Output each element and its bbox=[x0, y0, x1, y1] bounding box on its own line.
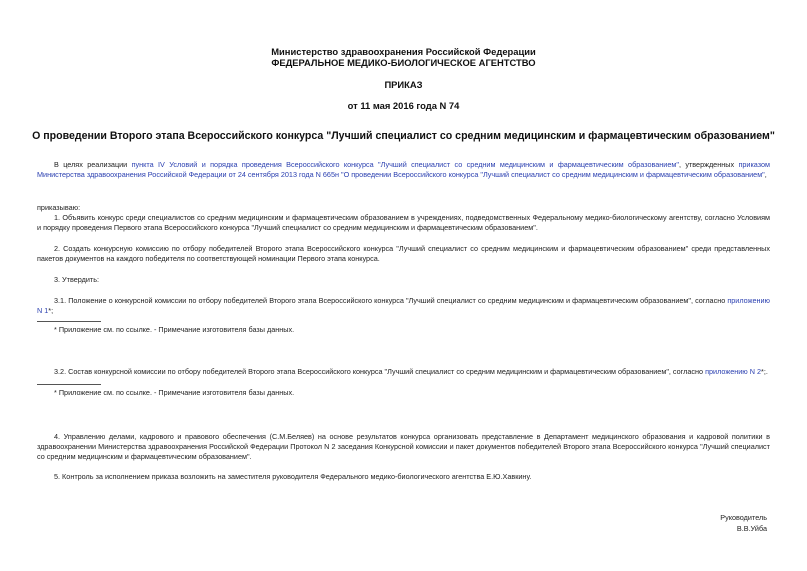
document-date-number: от 11 мая 2016 года N 74 bbox=[347, 100, 460, 111]
order-item-5: 5. Контроль за исполнением приказа возложить на заместителя руководителя Федерального медико-биологического агентства Е.Ю.Хавкину. bbox=[54, 472, 532, 481]
order-item-3: 3. Утвердить: bbox=[54, 275, 100, 284]
agency-heading: ФЕДЕРАЛЬНОЕ МЕДИКО-БИОЛОГИЧЕСКОЕ АГЕНТСТВО bbox=[271, 57, 536, 68]
footnote-divider bbox=[37, 321, 101, 322]
item-3-2-tail: *;. bbox=[761, 367, 768, 376]
preamble-text: , утвержденных bbox=[678, 160, 739, 169]
footnote-2: * Приложение см. по ссылке. - Примечание изготовителя базы данных. bbox=[54, 388, 295, 397]
preamble-text: В целях реализации bbox=[54, 160, 132, 169]
preamble-paragraph bbox=[37, 160, 770, 180]
conditions-link[interactable]: пункта IV Условий и порядка проведения Всероссийского конкурса "Лучший специалист со средним медицинским и фармацевтическим образованием" bbox=[131, 160, 679, 169]
footnote-1: * Приложение см. по ссылке. - Примечание изготовителя базы данных. bbox=[54, 325, 295, 334]
appendix-1-link[interactable]: приложению N 1 bbox=[37, 296, 770, 316]
item-3-1-text: 3.1. Положение о конкурсной комиссии по отбору победителей Второго этапа Всероссийского конкурса "Лучший специалист со средним медицинским и фармацевтическим образованием", согласно bbox=[54, 296, 728, 305]
signature-name: В.В.Уйба bbox=[736, 524, 767, 533]
document-title: О проведении Второго этапа Всероссийского конкурса "Лучший специалист со средним медицинским и фармацевтическим образованием" bbox=[32, 130, 775, 142]
order-item-3-2 bbox=[54, 367, 768, 377]
order-item-4: 4. Управлению делами, кадрового и правового обеспечения (С.М.Беляев) на основе результатов конкурса организовать представление в Департамент медицинского образования и кадровой политики в здравоохранении Министерства здравоохранения Российской Федерации Протокол N 2 заседания Конкурсной комиссии и пакет документов победителей Второго этапа Всероссийского конкурса "Лучший специалист со средним медицинским и фармацевтическим образованием". bbox=[37, 432, 770, 462]
order-item-2: 2. Создать конкурсную комиссию по отбору победителей Второго этапа Всероссийского конкурса "Лучший специалист со средним медицинским и фармацевтическим образованием" среди представленных пакетов документов на каждого победителя по соответствующей номинации Первого этапа конкурса. bbox=[37, 244, 770, 264]
ministry-order-link[interactable]: приказом Министерства здравоохранения Российской Федерации от 24 сентября 2013 года N 665н "О проведении Всероссийского конкурса "Лучший специалист со средним медицинским и фармацевтическим образованием" bbox=[37, 160, 771, 180]
appendix-2-link[interactable]: приложению N 2 bbox=[705, 367, 762, 376]
preamble-text: , bbox=[764, 170, 767, 180]
footnote-divider bbox=[37, 384, 101, 385]
signature-role: Руководитель bbox=[720, 513, 767, 522]
order-item-3-1 bbox=[37, 296, 770, 316]
order-item-1: 1. Объявить конкурс среди специалистов со средним медицинским и фармацевтическим образованием в учреждениях, подведомственных Федеральному медико-биологическому агентству, согласно Условиям и порядку проведения Первого этапа Всероссийского конкурса "Лучший специалист со средним медицинским и фармацевтическим образованием". bbox=[37, 213, 770, 233]
item-3-1-tail: *; bbox=[48, 306, 54, 316]
document-type: ПРИКАЗ bbox=[384, 79, 423, 90]
ministry-heading: Министерство здравоохранения Российской Федерации bbox=[271, 46, 536, 57]
orders-word: приказываю: bbox=[37, 203, 81, 212]
item-3-2-text: 3.2. Состав конкурсной комиссии по отбору победителей Второго этапа Всероссийского конкурса "Лучший специалист со средним медицинским и фармацевтическим образованием", согласно bbox=[54, 367, 706, 376]
